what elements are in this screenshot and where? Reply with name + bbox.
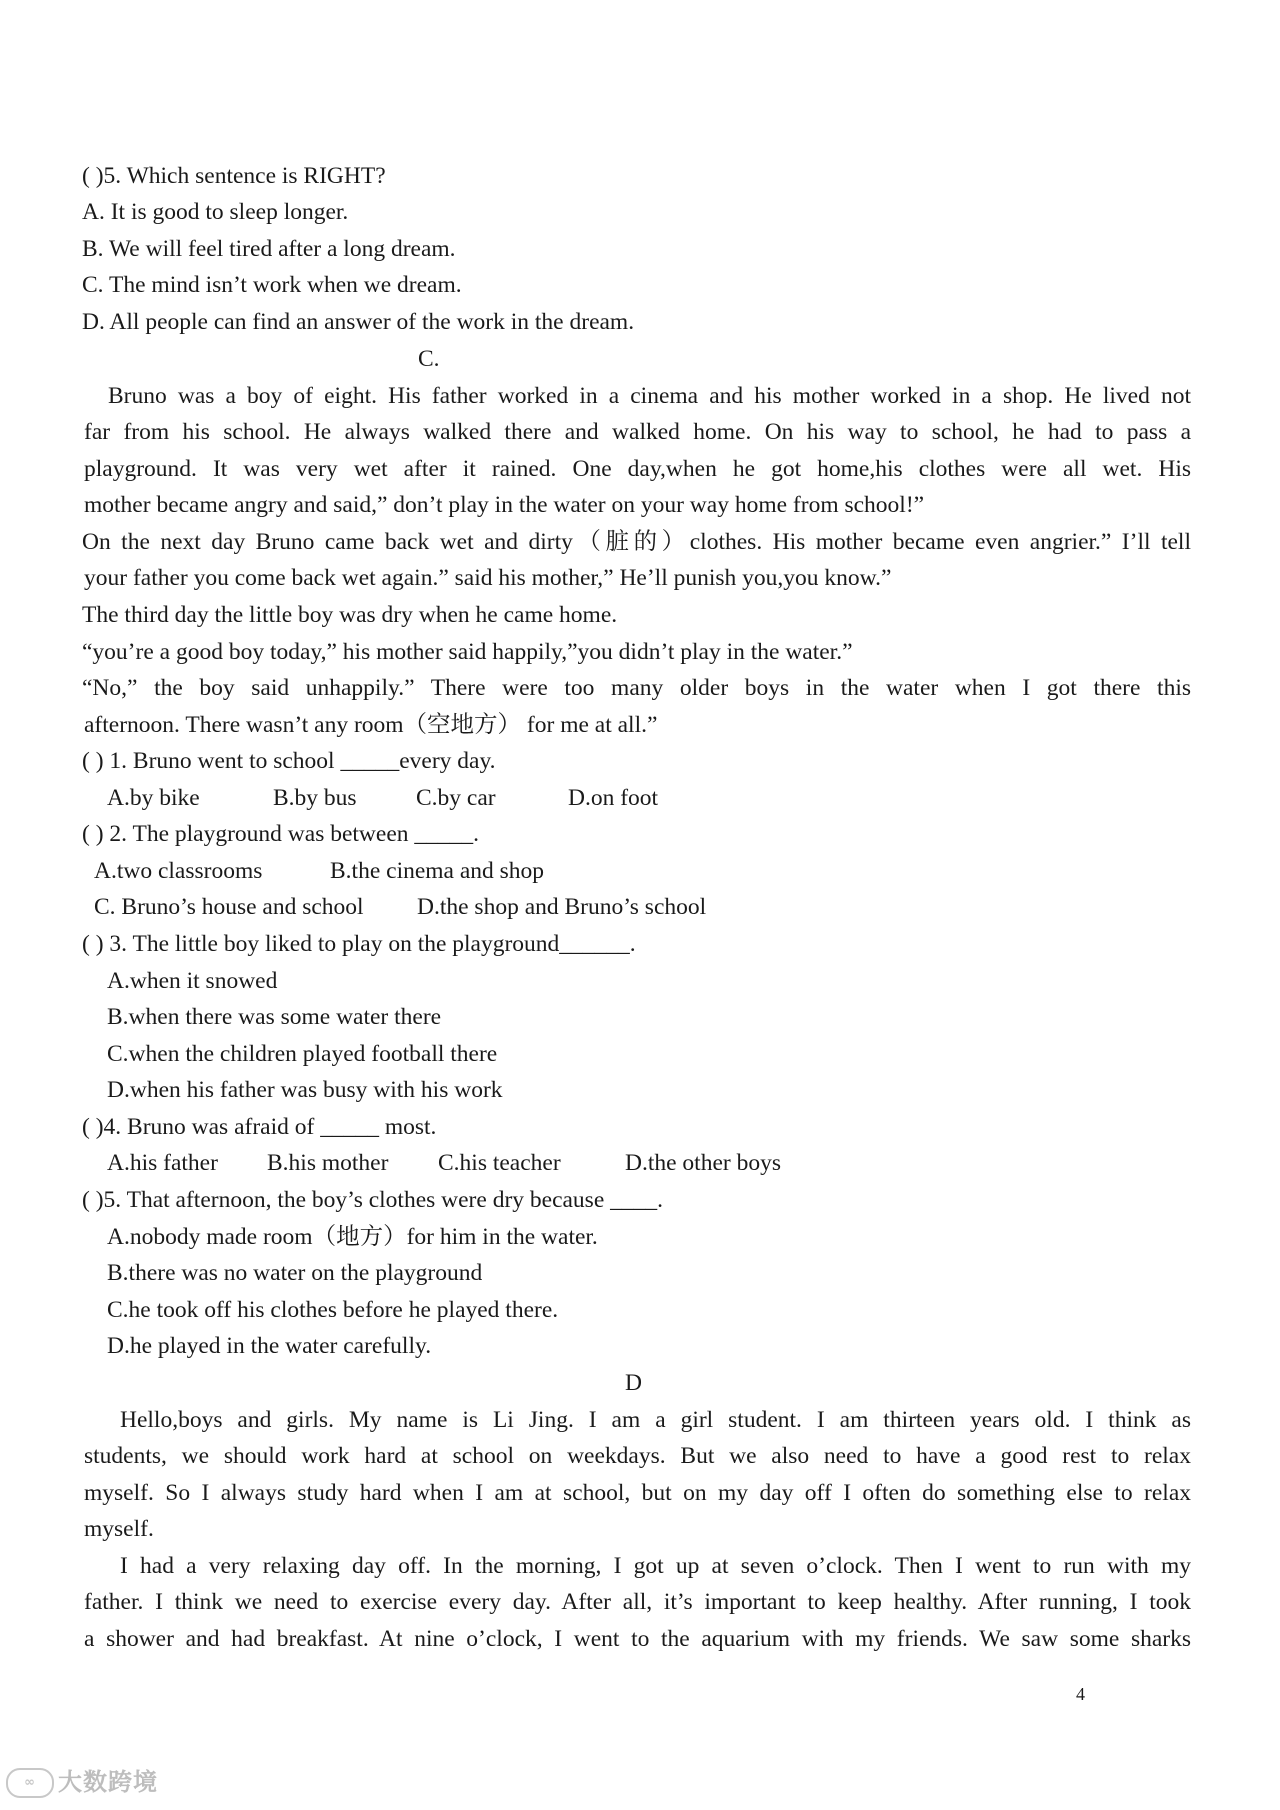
question-5-stem: ( )5. Which sentence is RIGHT? bbox=[82, 163, 386, 189]
passage-d-line: Hello,boys and girls. My name is Li Jing. I am a girl student. I am thirteen years old. I think as bbox=[120, 1407, 1191, 1433]
question-c2-option-a: A.two classrooms bbox=[94, 858, 263, 884]
question-c1-option-a: A.by bike bbox=[107, 785, 200, 811]
question-c4-option-a: A.his father bbox=[107, 1150, 218, 1176]
passage-d-line: myself. bbox=[84, 1516, 154, 1542]
passage-c-line: your father you come back wet again.” said his mother,” He’ll punish you,you know.” bbox=[84, 565, 892, 591]
watermark-logo-icon: ∞ bbox=[6, 1768, 54, 1798]
section-d-heading: D bbox=[625, 1370, 642, 1396]
watermark-text: 大数跨境 bbox=[58, 1768, 158, 1796]
question-c1-stem: ( ) 1. Bruno went to school _____every day. bbox=[82, 748, 496, 774]
question-c5-option-a: A.nobody made room（地方）for him in the water. bbox=[107, 1224, 598, 1250]
passage-d-line: students, we should work hard at school on weekdays. But we also need to have a good rest to relax bbox=[84, 1443, 1191, 1469]
passage-d-line: father. I think we need to exercise every day. After all, it’s important to keep healthy. After running, I took bbox=[84, 1589, 1191, 1615]
passage-c-line: The third day the little boy was dry when he came home. bbox=[82, 602, 618, 628]
passage-c-line: mother became angry and said,” don’t play in the water on your way home from school!” bbox=[84, 492, 925, 518]
question-c1-option-d: D.on foot bbox=[568, 785, 659, 811]
passage-d-line: a shower and had breakfast. At nine o’clock, I went to the aquarium with my friends. We saw some sharks bbox=[84, 1626, 1191, 1652]
section-c-heading: C. bbox=[418, 346, 440, 372]
passage-c-line: On the next day Bruno came back wet and dirty（脏的）clothes. His mother became even angrier.” I’ll tell bbox=[82, 529, 1191, 555]
question-c1-option-c: C.by car bbox=[416, 785, 496, 811]
passage-c-line: playground. It was very wet after it rained. One day,when he got home,his clothes were all wet. His bbox=[84, 456, 1191, 482]
question-c5-option-b: B.there was no water on the playground bbox=[107, 1260, 483, 1286]
passage-c-line: Bruno was a boy of eight. His father worked in a cinema and his mother worked in a shop. He lived not bbox=[108, 383, 1191, 409]
question-c4-stem: ( )4. Bruno was afraid of _____ most. bbox=[82, 1114, 437, 1140]
question-c4-option-d: D.the other boys bbox=[625, 1150, 781, 1176]
question-c3-stem: ( ) 3. The little boy liked to play on the playground______. bbox=[82, 931, 636, 957]
question-c5-option-c: C.he took off his clothes before he played there. bbox=[107, 1297, 559, 1323]
question-5-option-a: A. It is good to sleep longer. bbox=[82, 199, 349, 225]
question-c5-stem: ( )5. That afternoon, the boy’s clothes were dry because ____. bbox=[82, 1187, 664, 1213]
question-5-option-d: D. All people can find an answer of the work in the dream. bbox=[82, 309, 635, 335]
question-c4-option-c: C.his teacher bbox=[438, 1150, 561, 1176]
question-5-option-c: C. The mind isn’t work when we dream. bbox=[82, 272, 462, 298]
watermark bbox=[6, 1766, 158, 1798]
question-c2-option-d: D.the shop and Bruno’s school bbox=[417, 894, 707, 920]
passage-c-line: far from his school. He always walked there and walked home. On his way to school, he had to pass a bbox=[84, 419, 1191, 445]
question-c3-option-d: D.when his father was busy with his work bbox=[107, 1077, 503, 1103]
passage-c-line: afternoon. There wasn’t any room（空地方） for me at all.” bbox=[84, 712, 658, 738]
question-c2-option-c: C. Bruno’s house and school bbox=[94, 894, 364, 920]
passage-c-line: “you’re a good boy today,” his mother said happily,”you didn’t play in the water.” bbox=[82, 639, 853, 665]
question-c3-option-b: B.when there was some water there bbox=[107, 1004, 442, 1030]
passage-c-line: “No,” the boy said unhappily.” There were too many older boys in the water when I got there this bbox=[82, 675, 1191, 701]
question-5-option-b: B. We will feel tired after a long dream. bbox=[82, 236, 456, 262]
question-c3-option-c: C.when the children played football there bbox=[107, 1041, 498, 1067]
question-c2-stem: ( ) 2. The playground was between _____. bbox=[82, 821, 480, 847]
question-c4-option-b: B.his mother bbox=[267, 1150, 389, 1176]
passage-d-line: myself. So I always study hard when I am at school, but on my day off I often do something else to relax bbox=[84, 1480, 1191, 1506]
question-c3-option-a: A.when it snowed bbox=[107, 968, 278, 994]
passage-d-line: I had a very relaxing day off. In the morning, I got up at seven o’clock. Then I went to run with my bbox=[120, 1553, 1191, 1579]
page-number: 4 bbox=[1076, 1684, 1085, 1704]
question-c2-option-b: B.the cinema and shop bbox=[330, 858, 545, 884]
question-c1-option-b: B.by bus bbox=[273, 785, 357, 811]
question-c5-option-d: D.he played in the water carefully. bbox=[107, 1333, 432, 1359]
